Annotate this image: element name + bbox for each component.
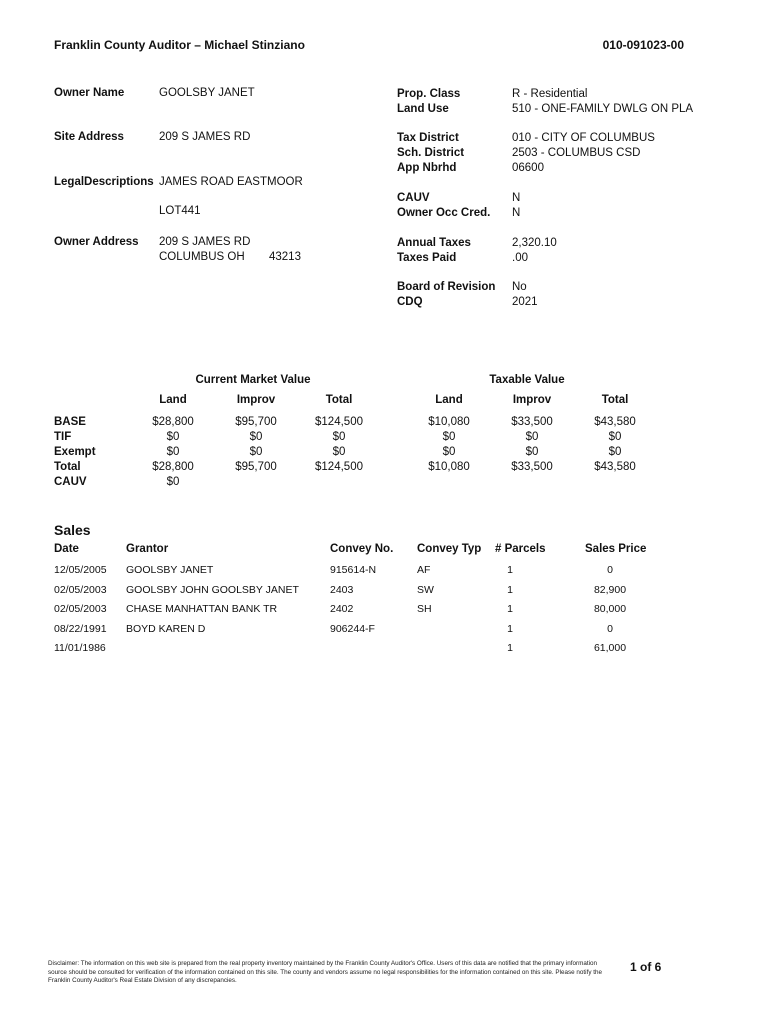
sales-row-date: 11/01/1986 (54, 642, 106, 654)
cauv-label: CAUV (397, 192, 430, 204)
tx-land-header: Land (435, 394, 463, 406)
page-number: 1 of 6 (630, 960, 662, 974)
sch-district-value: 2503 - COLUMBUS CSD (512, 147, 641, 159)
cauv-values (512, 191, 520, 221)
value-cell: $0 (166, 446, 180, 458)
tax-labels (397, 236, 471, 266)
land-use-value: 510 - ONE-FAMILY DWLG ON PLA (512, 103, 694, 115)
value-cell: $124,500 (315, 416, 363, 428)
sales-row-date: 12/05/2005 (54, 564, 107, 576)
sales-row-convey-typ: SH (417, 603, 432, 615)
prop-class-label: Prop. Class (397, 88, 461, 100)
cm-total-header: Total (325, 394, 353, 406)
sales-row-price: 0 (607, 623, 613, 635)
sales-row-convey-no: 2402 (330, 603, 354, 615)
sales-row-date: 08/22/1991 (54, 623, 107, 635)
sales-title: Sales (54, 522, 91, 538)
sales-row-convey-no: 906244-F (330, 623, 375, 635)
value-cell: $0 (332, 446, 346, 458)
tx-improv-header: Improv (512, 394, 552, 406)
site-address-label: Site Address (54, 131, 124, 143)
value-cell: $28,800 (152, 461, 194, 473)
value-cell: $33,500 (511, 461, 553, 473)
cm-improv-header: Improv (236, 394, 276, 406)
sales-row-parcels: 1 (507, 584, 513, 596)
sales-row-price: 82,900 (593, 584, 627, 596)
sales-row-grantor: GOOLSBY JANET (126, 564, 214, 576)
value-row-label: Total (54, 461, 81, 473)
site-address-value: 209 S JAMES RD (159, 131, 251, 143)
tax-district-value: 010 - CITY OF COLUMBUS (512, 132, 655, 144)
cm-land-column (133, 415, 213, 490)
value-cell: $28,800 (152, 416, 194, 428)
sales-row-convey-typ: SW (417, 584, 434, 596)
value-cell: $10,080 (428, 461, 470, 473)
app-nbrhd-value: 06600 (512, 162, 544, 174)
tax-district-label: Tax District (397, 132, 459, 144)
sales-row-parcels: 1 (507, 642, 513, 654)
value-cell: $0 (442, 446, 456, 458)
prop-class-labels (397, 87, 460, 117)
cm-total-column (299, 415, 379, 475)
sales-row-parcels: 1 (507, 603, 513, 615)
bor-values (512, 280, 538, 310)
tx-total-header: Total (601, 394, 629, 406)
cauv-value: N (512, 192, 521, 204)
value-cell: $0 (608, 446, 622, 458)
sales-row-price: 0 (607, 564, 613, 576)
district-values (512, 131, 655, 176)
current-market-value-title: Current Market Value (195, 374, 311, 386)
sales-row-convey-typ: AF (417, 564, 431, 576)
sales-row-parcels: 1 (507, 564, 513, 576)
sales-row-price: 61,000 (593, 642, 627, 654)
value-row-label: Exempt (54, 446, 96, 458)
sch-district-label: Sch. District (397, 147, 465, 159)
value-cell: $0 (166, 431, 180, 443)
bor-labels (397, 280, 495, 310)
cdq-label: CDQ (397, 296, 423, 308)
value-cell: $0 (525, 446, 539, 458)
value-cell: $0 (525, 431, 539, 443)
value-cell: $0 (249, 431, 263, 443)
owner-address-line1: 209 S JAMES RD (159, 236, 251, 248)
value-row-labels (54, 415, 96, 490)
owner-address-zip: 43213 (269, 251, 301, 263)
sales-row-convey-no: 2403 (330, 584, 354, 596)
sales-row-date: 02/05/2003 (54, 584, 107, 596)
value-row-label: CAUV (54, 476, 87, 488)
value-cell: $95,700 (235, 416, 277, 428)
owner-address-city: COLUMBUS OH (159, 251, 245, 263)
sales-row-parcels: 1 (507, 623, 513, 635)
cauv-labels (397, 191, 490, 221)
cm-improv-column (216, 415, 296, 475)
sales-row-grantor: GOOLSBY JOHN GOOLSBY JANET (126, 584, 299, 596)
owner-occ-value: N (512, 207, 521, 219)
annual-taxes-value: 2,320.10 (512, 237, 557, 249)
legal-description-label: LegalDescriptions (54, 176, 154, 188)
taxes-paid-value: .00 (512, 252, 528, 264)
value-cell: $0 (442, 431, 456, 443)
value-cell: $43,580 (594, 461, 636, 473)
bor-label: Board of Revision (397, 281, 496, 293)
sales-header-grantor: Grantor (126, 543, 169, 555)
sales-header-convey-no: Convey No. (330, 543, 394, 555)
taxable-value-title: Taxable Value (489, 374, 565, 386)
value-cell: $0 (332, 431, 346, 443)
value-cell: $0 (166, 476, 180, 488)
value-cell: $124,500 (315, 461, 363, 473)
value-cell: $43,580 (594, 416, 636, 428)
value-cell: $95,700 (235, 461, 277, 473)
bor-value: No (512, 281, 527, 293)
cm-land-header: Land (159, 394, 187, 406)
taxes-paid-label: Taxes Paid (397, 252, 457, 264)
tx-land-column (409, 415, 489, 475)
sales-row-grantor: CHASE MANHATTAN BANK TR (126, 603, 278, 615)
district-labels (397, 131, 464, 176)
legal-description-line1: JAMES ROAD EASTMOOR (159, 176, 303, 188)
tax-values (512, 236, 557, 266)
annual-taxes-label: Annual Taxes (397, 237, 471, 249)
sales-header-date: Date (54, 543, 79, 555)
parcel-id: 010-091023-00 (602, 38, 684, 52)
owner-address-label: Owner Address (54, 236, 139, 248)
cdq-value: 2021 (512, 296, 538, 308)
sales-row-convey-no: 915614-N (330, 564, 377, 576)
value-cell: $0 (249, 446, 263, 458)
value-cell: $33,500 (511, 416, 553, 428)
prop-class-value: R - Residential (512, 88, 588, 100)
owner-occ-label: Owner Occ Cred. (397, 207, 491, 219)
value-cell: $10,080 (428, 416, 470, 428)
sales-row-price: 80,000 (593, 603, 627, 615)
page-title: Franklin County Auditor – Michael Stinziano (54, 38, 305, 52)
sales-row-grantor: BOYD KAREN D (126, 623, 206, 635)
prop-class-values (512, 87, 693, 117)
legal-description-line2: LOT441 (159, 205, 201, 217)
owner-name-value: GOOLSBY JANET (159, 87, 255, 99)
disclaimer: Disclaimer: The information on this web site is prepared from the real property inventory maintained by the Franklin County Auditor's Office. Users of this data are notified that the primary information source should be consulted for verification of the information contained on this site. The county and vendors assume no legal responsibilities for the information contained on this site. Please notify the Franklin County Auditor's Real Estate Division of any discrepancies. (48, 960, 602, 984)
value-row-label: TIF (54, 431, 72, 443)
tx-improv-column (492, 415, 572, 475)
sales-header-convey-typ: Convey Typ (417, 543, 482, 555)
value-cell: $0 (608, 431, 622, 443)
app-nbrhd-label: App Nbrhd (397, 162, 457, 174)
sales-header-price: Sales Price (585, 543, 647, 555)
sales-row-date: 02/05/2003 (54, 603, 107, 615)
owner-name-label: Owner Name (54, 87, 125, 99)
value-row-label: BASE (54, 416, 86, 428)
tx-total-column (575, 415, 655, 475)
land-use-label: Land Use (397, 103, 449, 115)
sales-header-parcels: # Parcels (495, 543, 546, 555)
